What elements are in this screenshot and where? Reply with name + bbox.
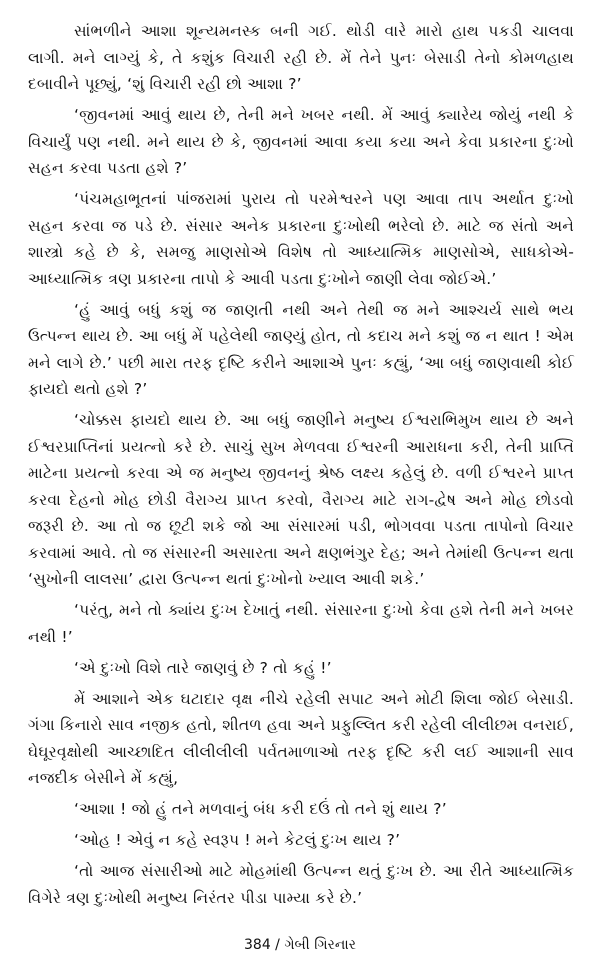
- paragraph-3: ‘પંચમહાભૂતનાં પાંજરામાં પુરાય તો પરમેશ્વરને પણ આવા તાપ અર્થાત દુઃખો સહન કરવા જ પડે છે. સંસાર અનેક પ્રકારના દુઃખોથી ભરેલો છે. માટે જ સંતો અને શાસ્ત્રો કહે છે કે, સમજુ માણસોએ વિશેષ તો આધ્યાત્મિક માણસોએ, સાધકોએ- આધ્યાત્મિક ત્રણ પ્રકારના તાપો કે આવી પડતા દુઃખોને જાણી લેવા જોઈએ.’: [28, 190, 574, 288]
- paragraph-1: સાંભળીને આશા શૂન્યમનસ્ક બની ગઈ. થોડી વારે મારો હાથ પકડી ચાલવા લાગી. મને લાગ્યું કે, તે કશુંક વિચારી રહી છે. મેં તેને પુનઃ બેસાડી તેનો કોમળહાથ દબાવીને પૂછ્યું, ‘શું વિચારી રહી છો આશા ?’: [28, 22, 574, 93]
- page-footer: 384 / ગેબી ગિરનાર: [244, 937, 356, 953]
- paragraph-11: ‘તો આજ સંસારીઓ માટે મોહમાંથી ઉત્પન્ન થતું દુઃખ છે. આ રીતે આધ્યાત્મિક વિગેરે ત્રણ દુઃખોથી મનુષ્ય નિરંતર પીડા પામ્યા કરે છે.’: [28, 862, 574, 907]
- paragraph-8: મેં આશાને એક ઘટાદાર વૃક્ષ નીચે રહેલી સપાટ અને મોટી શિલા જોઈ બેસાડી. ગંગા કિનારો સાવ નજીક હતો, શીતળ હવા અને પ્રફુલ્લિત કરી રહેલી લીલીછમ વનરાઈ, ઘેઘૂરવૃક્ષોથી આચ્છાદિત લીલીલીલી પર્વતમાળાઓ તરફ દૃષ્ટિ કરી લઈ આશાની સાવ નજદીક બેસીને મેં કહ્યું,: [28, 689, 574, 787]
- paragraph-4: ‘હું આવું બધું કશું જ જાણતી નથી અને તેથી જ મને આશ્ચર્ય સાથે ભય ઉત્પન્ન થાય છે. આ બધું મેં પહેલેથી જાણ્યું હોત, તો કદાચ મને કશું જ ન થાત ! એમ મને લાગે છે.’ પછી મારા તરફ દૃષ્ટિ કરીને આશાએ પુનઃ કહ્યું, ‘આ બધું જાણવાથી કોઈ ફાયદો થતો હશે ?’: [28, 300, 574, 398]
- paragraph-2: ‘જીવનમાં આવું થાય છે, તેની મને ખબર નથી. મેં આવું ક્યારેય જોયું નથી કે વિચાર્યું પણ નથી. મને થાય છે કે, જીવનમાં આવા કયા કયા અને કેવા પ્રકારના દુઃખો સહન કરવા પડતા હશે ?’: [28, 106, 574, 177]
- paragraph-5: ‘ચોક્કસ ફાયદો થાય છે. આ બધું જાણીને મનુષ્ય ઈશ્વરાભિમુખ થાય છે અને ઈશ્વરપ્રાપ્તિનાં પ્રયત્નો કરે છે. સાચું સુખ મેળવવા ઈશ્વરની આરાધના કરી, તેની પ્રાપ્તિ માટેના પ્રયત્નો કરવા એ જ મનુષ્ય જીવનનું શ્રેષ્ઠ લક્ષ્ય કહેલું છે. વળી ઈશ્વરને પ્રાપ્ત કરવા દેહનો મોહ છોડી વૈરાગ્ય પ્રાપ્ત કરવો, વૈરાગ્ય માટે રાગ-દ્વેષ અને મોહ છોડવો જરૂરી છે. આ તો જ છૂટી શકે જો આ સંસારમાં પડી, ભોગવવા પડતા તાપોનો વિચાર કરવામાં આવે. તો જ સંસારની અસારતા અને ક્ષણભંગુર દેહ; અને તેમાંથી ઉત્પન્ન થતા ‘સુખોની લાલસા’ દ્વારા ઉત્પન્ન થતાં દુઃખોનો ખ્યાલ આવી શકે.’: [28, 411, 574, 588]
- paragraph-10: ‘ઓહ ! એવું ન કહે સ્વરૂપ ! મને કેટલું દુઃખ થાય ?’: [74, 831, 401, 849]
- paragraph-6: ‘પરંતુ, મને તો ક્યાંય દુઃખ દેખાતું નથી. સંસારના દુઃખો કેવા હશે તેની મને ખબર નથી !’: [28, 601, 574, 646]
- paragraph-9: ‘આશા ! જો હું તને મળવાનું બંધ કરી દઉં તો તને શું થાય ?’: [74, 800, 447, 818]
- paragraph-7: ‘એ દુઃખો વિશે તારે જાણવું છે ? તો કહું !’: [74, 658, 332, 677]
